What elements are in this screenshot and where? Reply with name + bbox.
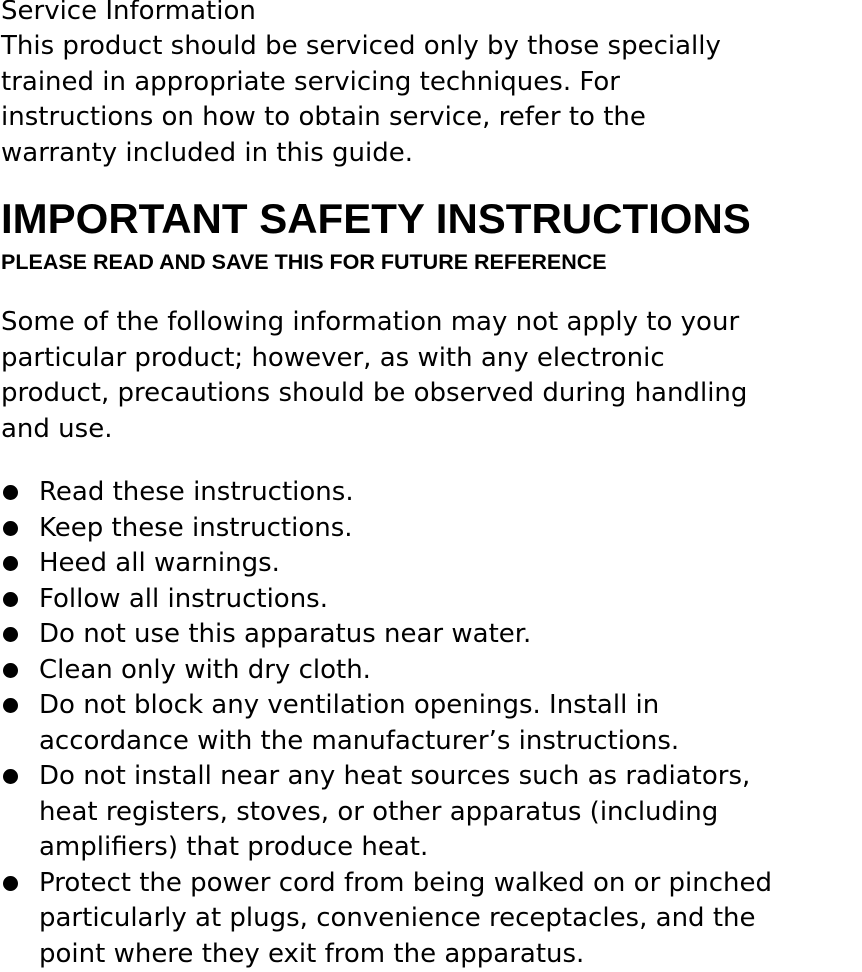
bullet-icon xyxy=(3,663,18,678)
list-item xyxy=(0,546,772,582)
list-item xyxy=(0,688,772,759)
intro-line: product, precautions should be observed during handling xyxy=(1,376,747,412)
service-info-title: Service Information xyxy=(0,0,256,30)
list-item-text: heat registers, stoves, or other apparatus (including xyxy=(39,795,772,831)
bullet-icon xyxy=(3,769,18,784)
bullet-icon xyxy=(3,485,18,500)
list-item-text: Read these instructions. xyxy=(39,475,772,511)
intro-line: particular product; however, as with any electronic xyxy=(1,341,747,377)
list-item-text: Protect the power cord from being walked on or pinched xyxy=(39,866,772,902)
list-item xyxy=(0,582,772,618)
list-item-text: Heed all warnings. xyxy=(39,546,772,582)
safety-instructions-heading: IMPORTANT SAFETY INSTRUCTIONS xyxy=(1,194,751,244)
bullet-icon xyxy=(3,627,18,642)
bullet-icon xyxy=(3,876,18,891)
service-info-line: warranty included in this guide. xyxy=(1,136,721,172)
list-item-text: particularly at plugs, convenience receptacles, and the xyxy=(39,901,772,937)
list-item xyxy=(0,653,772,689)
list-item xyxy=(0,475,772,511)
list-item xyxy=(0,866,772,972)
service-info-line: trained in appropriate servicing techniques. For xyxy=(1,65,721,101)
list-item-text: Do not install near any heat sources such as radiators, xyxy=(39,759,772,795)
intro-paragraph xyxy=(0,305,747,447)
list-item-text: Do not use this apparatus near water. xyxy=(39,617,772,653)
list-item-text: Keep these instructions. xyxy=(39,511,772,547)
list-item-text: Do not block any ventilation openings. Install in xyxy=(39,688,772,724)
safety-instructions-list xyxy=(0,475,772,972)
safety-instructions-subheading: PLEASE READ AND SAVE THIS FOR FUTURE REFERENCE xyxy=(1,248,607,276)
list-item xyxy=(0,759,772,866)
service-info-line: instructions on how to obtain service, refer to the xyxy=(1,100,721,136)
list-item xyxy=(0,617,772,653)
list-item-text: amplifiers) that produce heat. xyxy=(39,830,772,866)
list-item-text: Follow all instructions. xyxy=(39,582,772,618)
bullet-icon xyxy=(3,556,18,571)
intro-line: Some of the following information may not apply to your xyxy=(1,305,747,341)
intro-line: and use. xyxy=(1,412,747,448)
service-info-paragraph xyxy=(0,29,721,171)
service-info-line: This product should be serviced only by those specially xyxy=(1,29,721,65)
list-item-text: point where they exit from the apparatus. xyxy=(39,937,772,972)
bullet-icon xyxy=(3,521,18,536)
bullet-icon xyxy=(3,592,18,607)
list-item-text: accordance with the manufacturer’s instructions. xyxy=(39,724,772,760)
list-item-text: Clean only with dry cloth. xyxy=(39,653,772,689)
bullet-icon xyxy=(3,698,18,713)
list-item xyxy=(0,511,772,547)
